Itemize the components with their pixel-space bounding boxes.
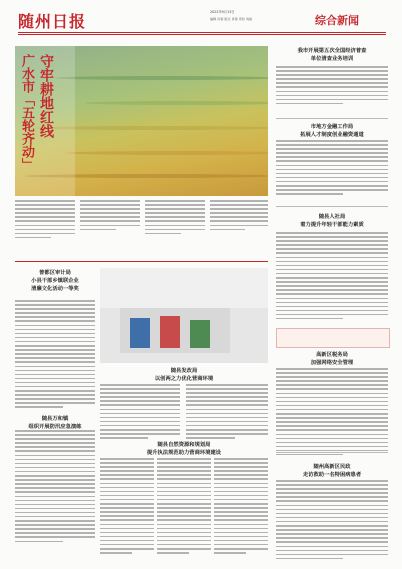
- lead-headline-sub: 广水市「五轮齐动」: [19, 54, 34, 171]
- article-1-headline: 我市开展第五次全国经济普查 单位清查业务培训: [297, 48, 367, 62]
- editor-credits: 编辑 肖蒋 版式 肖蒋 责校 刘丽: [210, 17, 253, 21]
- article-7-headline: 高新区税务局 加强网络安全管理: [310, 352, 354, 366]
- lead-headline-main: 守牢耕地红线: [38, 54, 54, 138]
- article-8-headline: 随县自然资源和规划局 提升执法规范助力营商环境建设: [146, 442, 222, 456]
- section-title: 综合新闻: [315, 14, 359, 27]
- masthead-rule-thin: [18, 34, 386, 35]
- article-6-headline: 随县万和镇 组织开展防汛应急演练: [28, 416, 82, 430]
- masthead-rule: [18, 32, 386, 33]
- article-3-headline: 随县人社局 着力提升年轻干部能力素质: [300, 214, 364, 228]
- masthead: [0, 0, 402, 36]
- article-5-headline: 随县发改局 以创两之力优化营商环境: [154, 368, 214, 382]
- newspaper-logo: 随州日报: [18, 12, 87, 31]
- column-banner: [276, 328, 390, 348]
- dateline: 2022年9月13日: [210, 10, 235, 14]
- article-4-headline: 曾都区审计局 小县干部乡镇联企业 清廉文化活动一等奖: [31, 270, 79, 292]
- article-2-headline: 市地方金融工作局 拓展人才制度创业融资通道: [300, 124, 364, 138]
- inset-photo: [100, 268, 268, 363]
- article-9-headline: 随州高新区民政 走访救助一名特困病患者: [302, 464, 362, 478]
